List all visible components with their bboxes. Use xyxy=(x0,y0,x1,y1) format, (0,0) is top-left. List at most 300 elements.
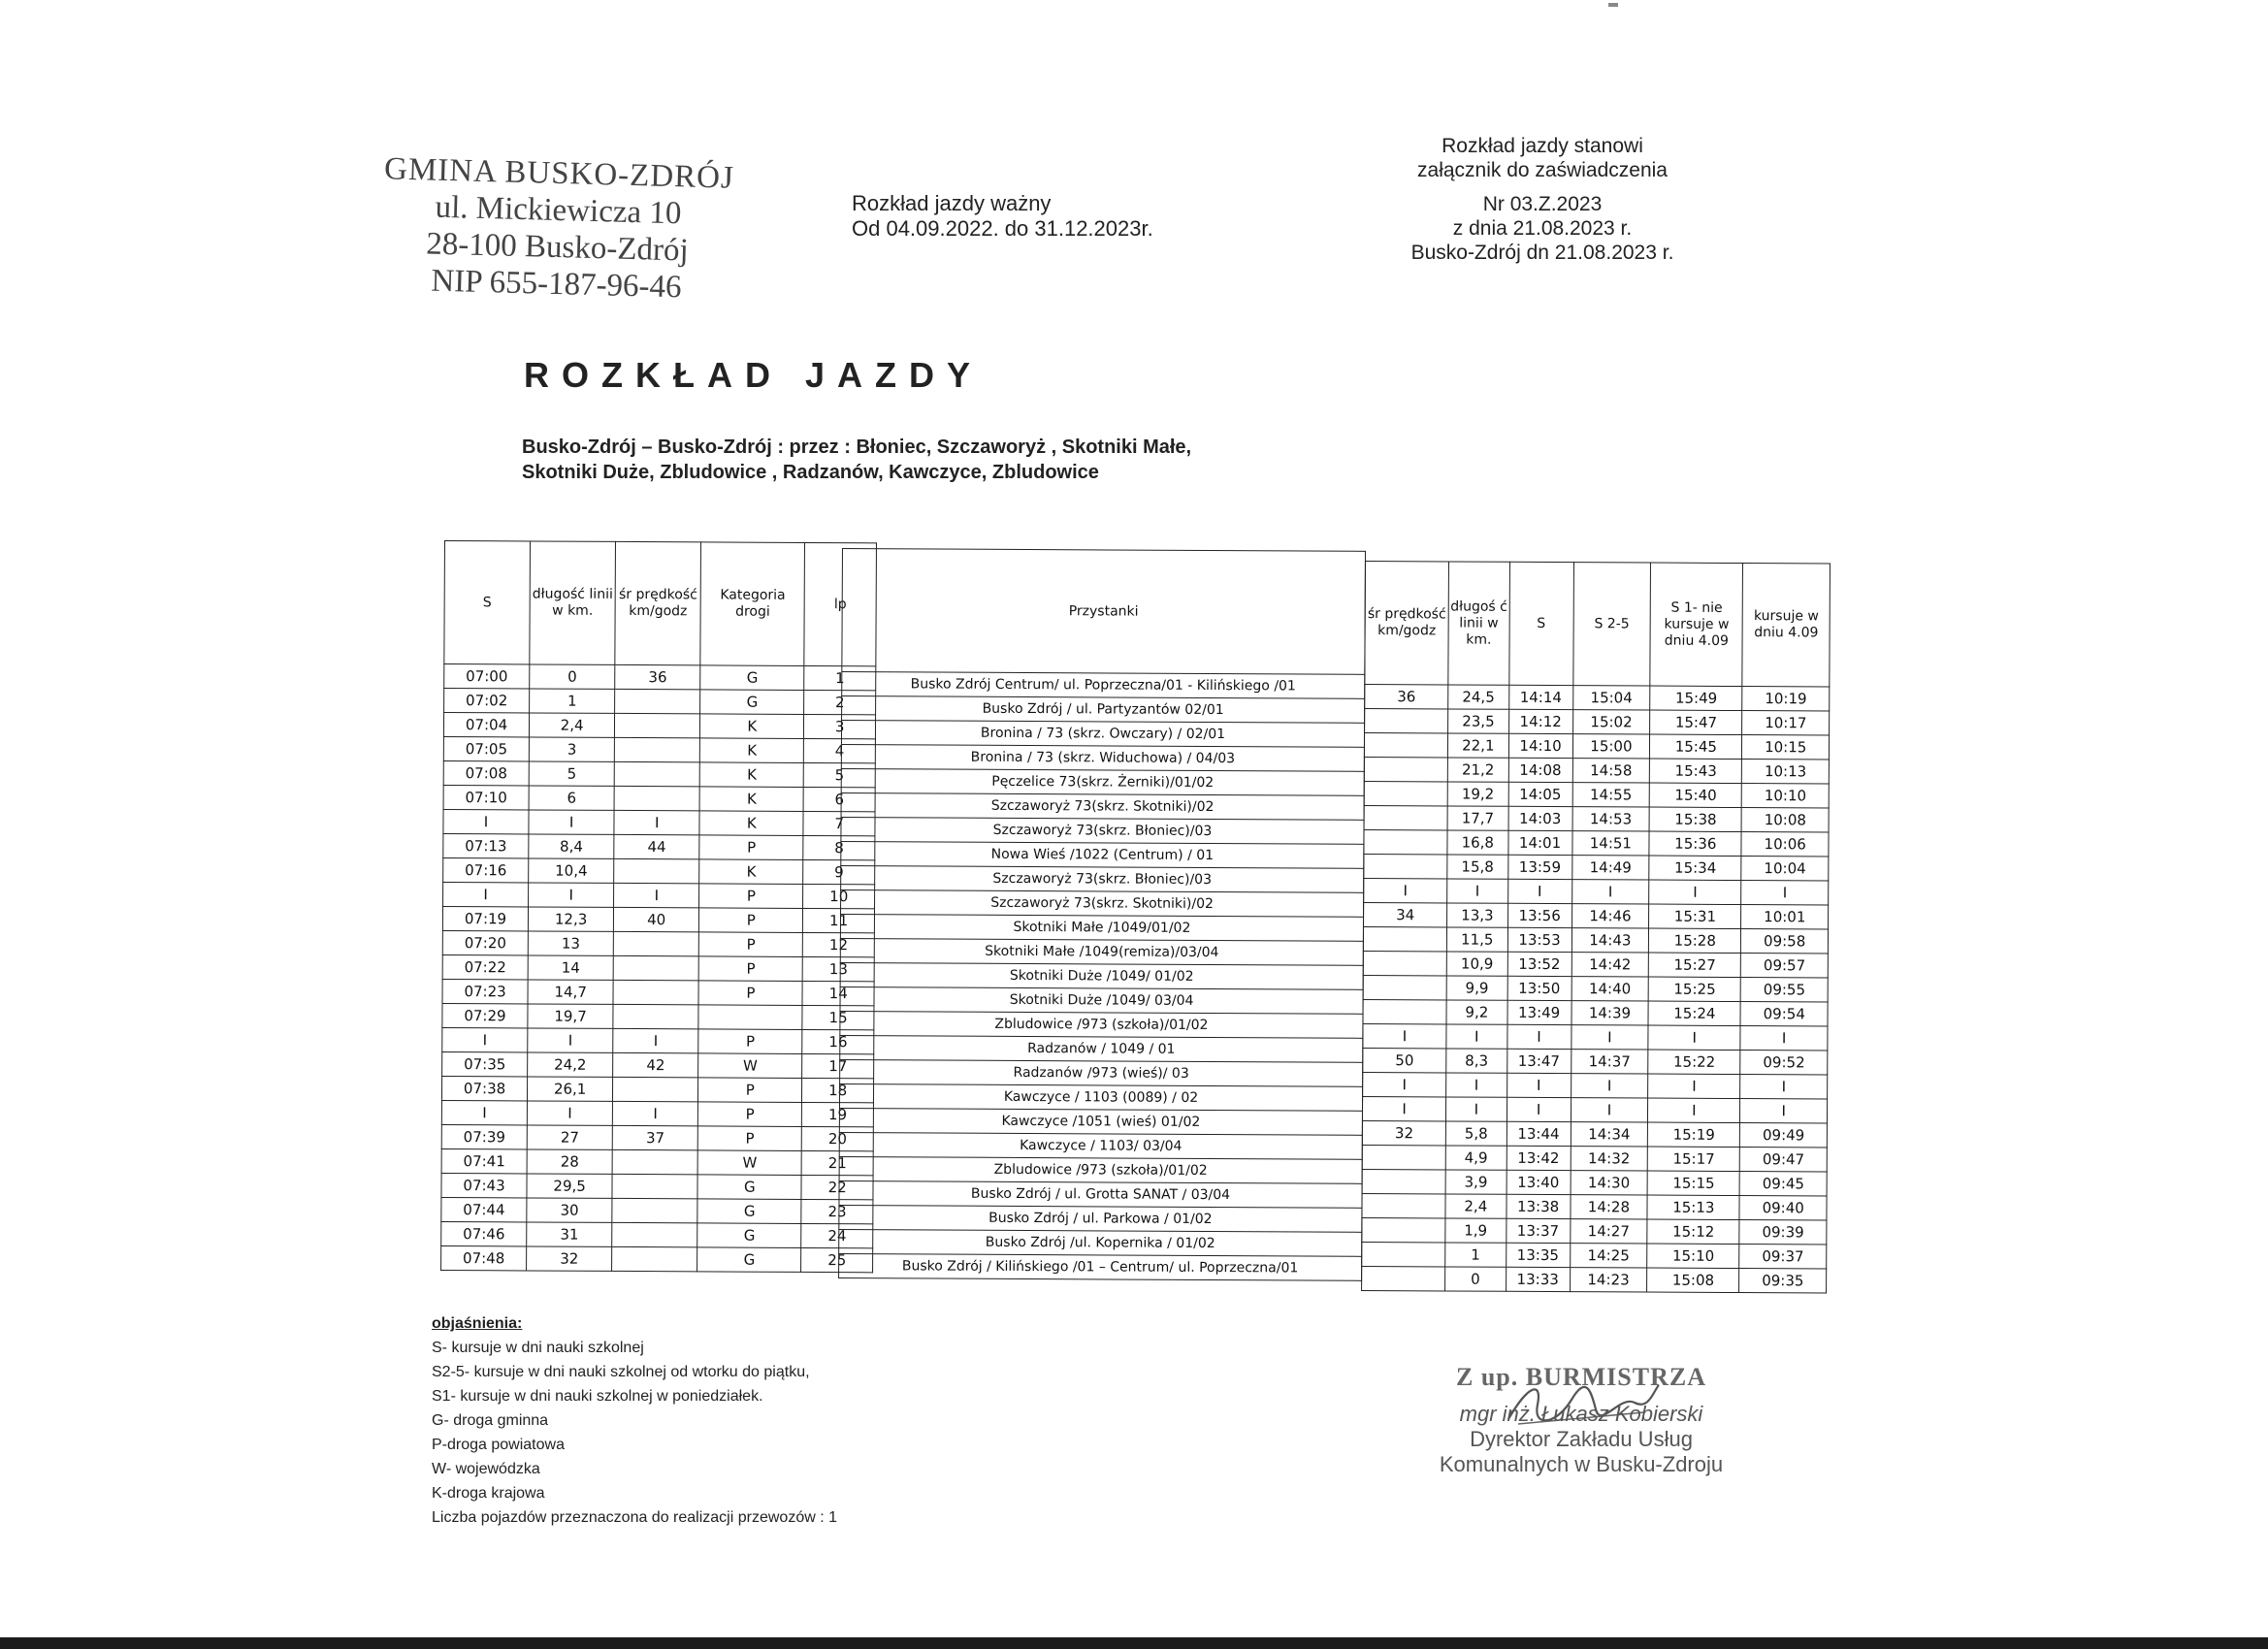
time-cell: 07:35 xyxy=(442,1051,528,1076)
distance-cell: 8,4 xyxy=(529,834,614,858)
speed-cell xyxy=(612,1222,697,1246)
table-row xyxy=(1363,1023,1828,1051)
s-time-cell: 13:56 xyxy=(1507,903,1571,927)
s-time-cell: I xyxy=(1507,1073,1571,1097)
table-row xyxy=(1362,1120,1827,1148)
speed-cell: 50 xyxy=(1363,1048,1446,1072)
stop-number-cell: 9 xyxy=(803,859,875,884)
col-header: S xyxy=(1508,562,1573,685)
explanations xyxy=(432,1311,837,1530)
s1-time-cell: 15:28 xyxy=(1649,928,1741,953)
speed-cell xyxy=(613,1004,698,1028)
stop-name-cell: Szczaworyż 73(skrz. Błoniec)/03 xyxy=(841,865,1364,892)
road-category-cell: P xyxy=(698,1078,802,1103)
s1-time-cell: I xyxy=(1648,1025,1740,1050)
stop-name-cell: Kawczyce /1051 (wieś) 01/02 xyxy=(839,1108,1362,1135)
distance-cell: 3,9 xyxy=(1445,1170,1507,1194)
time-cell: I xyxy=(442,1027,528,1051)
route-description xyxy=(522,435,1259,485)
col-header: śr prędkość km/godz xyxy=(1365,562,1449,685)
stop-name-cell: Skotniki Duże /1049/ 01/02 xyxy=(840,962,1363,989)
speed-cell xyxy=(615,713,700,737)
stop-number-cell: 4 xyxy=(804,738,876,762)
distance-cell: 29,5 xyxy=(527,1174,612,1198)
speed-cell: I xyxy=(1364,878,1447,902)
distance-cell: 21,2 xyxy=(1447,758,1508,782)
col-header: śr prędkość km/godz xyxy=(615,541,701,664)
stop-name-cell: Szczaworyż 73(skrz. Skotniki)/02 xyxy=(841,792,1364,820)
validity-note xyxy=(852,191,1153,242)
s25-time-cell: 14:43 xyxy=(1571,928,1649,953)
s-time-cell: I xyxy=(1507,1024,1571,1049)
speed-cell: 32 xyxy=(1362,1120,1445,1145)
table-row xyxy=(842,696,1365,724)
s-time-cell: 14:08 xyxy=(1508,758,1572,782)
day-0409-time-cell: 10:08 xyxy=(1742,808,1830,832)
stop-name-cell: Kawczyce / 1103 (0089) / 02 xyxy=(839,1083,1362,1111)
road-category-cell: P xyxy=(697,1126,801,1151)
road-category-cell: P xyxy=(699,908,803,933)
distance-cell: 1 xyxy=(1445,1243,1507,1267)
s-time-cell: 13:35 xyxy=(1506,1243,1570,1267)
day-0409-time-cell: 09:58 xyxy=(1741,929,1829,954)
s-time-cell: 13:44 xyxy=(1507,1121,1571,1146)
speed-cell: I xyxy=(614,810,699,834)
speed-cell xyxy=(612,1198,697,1222)
day-0409-time-cell: I xyxy=(1741,881,1829,905)
time-cell: 07:08 xyxy=(443,760,529,785)
distance-cell: 13 xyxy=(528,931,613,955)
day-0409-time-cell: 10:10 xyxy=(1742,784,1830,808)
day-0409-time-cell: 09:49 xyxy=(1740,1123,1828,1148)
distance-cell: 5 xyxy=(529,761,614,786)
time-cell: 07:16 xyxy=(443,857,529,882)
distance-cell: 2,4 xyxy=(1445,1194,1507,1218)
s25-time-cell: 15:02 xyxy=(1572,710,1650,734)
distance-cell: I xyxy=(528,1028,613,1052)
table-row xyxy=(840,986,1363,1014)
table-row xyxy=(1364,902,1829,929)
stop-number-cell: 23 xyxy=(801,1199,873,1223)
distance-cell: 10,9 xyxy=(1446,952,1507,976)
time-cell: 07:48 xyxy=(441,1245,527,1270)
table-row xyxy=(1364,781,1829,808)
stop-name-cell: Radzanów / 1049 / 01 xyxy=(840,1035,1363,1062)
table-row xyxy=(441,1245,873,1272)
explanations-heading: objaśnienia: xyxy=(432,1315,523,1332)
table-row xyxy=(840,938,1363,965)
speed-cell xyxy=(1363,999,1446,1023)
stop-name-cell: Skotniki Duże /1049/ 03/04 xyxy=(840,986,1363,1014)
distance-cell: 10,4 xyxy=(529,858,614,883)
speed-cell xyxy=(1364,781,1447,805)
table-row xyxy=(1363,1048,1828,1075)
s1-time-cell: 15:34 xyxy=(1649,856,1741,880)
table-row xyxy=(840,1011,1363,1038)
road-category-cell: G xyxy=(697,1175,801,1200)
explanation-line: Liczba pojazdów przeznaczona do realizacji przewozów : 1 xyxy=(432,1509,837,1526)
speed-cell xyxy=(612,1149,697,1174)
s-time-cell: 14:01 xyxy=(1507,830,1571,855)
speed-cell xyxy=(1363,951,1446,975)
stop-name-cell: Busko Zdrój /ul. Kopernika / 01/02 xyxy=(839,1229,1362,1256)
table-row xyxy=(1364,829,1829,857)
road-category-cell: P xyxy=(698,1029,802,1054)
s1-time-cell: 15:15 xyxy=(1647,1171,1739,1195)
s-time-cell: 13:53 xyxy=(1507,927,1571,952)
table-row xyxy=(841,721,1364,748)
distance-cell: 23,5 xyxy=(1448,709,1509,733)
distance-cell: 28 xyxy=(527,1149,612,1174)
s25-time-cell: 14:40 xyxy=(1571,977,1649,1001)
explanation-line: S2-5- kursuje w dni nauki szkolnej od wtorku do piątku, xyxy=(432,1364,810,1380)
s1-time-cell: 15:08 xyxy=(1647,1268,1739,1292)
s25-time-cell: 14:55 xyxy=(1572,783,1650,807)
s-time-cell: I xyxy=(1507,879,1571,903)
table-row xyxy=(841,792,1364,820)
s25-time-cell: 14:32 xyxy=(1571,1147,1648,1171)
stop-number-cell: 14 xyxy=(802,981,874,1005)
road-category-cell: K xyxy=(699,859,803,885)
speed-cell: I xyxy=(614,883,699,907)
attachment-line-5: Busko-Zdrój dn 21.08.2023 r. xyxy=(1410,242,1674,264)
road-category-cell: G xyxy=(697,1247,801,1273)
col-header-stops: Przystanki xyxy=(842,549,1366,675)
s-time-cell: 13:42 xyxy=(1507,1146,1571,1170)
road-category-cell: P xyxy=(699,932,803,957)
stamp-line-4: NIP 655-187-96-46 xyxy=(430,263,683,306)
distance-cell: 8,3 xyxy=(1446,1049,1507,1073)
day-0409-time-cell: 09:40 xyxy=(1739,1196,1827,1220)
table-row xyxy=(1363,975,1828,1002)
road-category-cell: K xyxy=(700,714,804,739)
distance-cell: 6 xyxy=(529,786,614,810)
explanation-line: W- wojewódzka xyxy=(432,1461,540,1477)
table-row xyxy=(1363,951,1828,978)
time-cell: 07:23 xyxy=(442,979,528,1003)
speed-cell: I xyxy=(1362,1096,1445,1120)
s1-time-cell: 15:17 xyxy=(1647,1147,1739,1171)
stop-number-cell: 8 xyxy=(803,835,875,859)
table-row xyxy=(1365,685,1830,712)
speed-cell: 37 xyxy=(612,1125,697,1149)
road-category-cell: W xyxy=(697,1150,801,1176)
stop-name-cell: Skotniki Małe /1049(remiza)/03/04 xyxy=(840,938,1363,965)
s1-time-cell: 15:38 xyxy=(1649,807,1741,831)
speed-cell xyxy=(613,980,698,1004)
day-0409-time-cell: 10:01 xyxy=(1741,905,1829,929)
table-row xyxy=(1364,878,1829,905)
day-0409-time-cell: 09:39 xyxy=(1739,1220,1827,1245)
day-0409-time-cell: 09:54 xyxy=(1740,1002,1828,1026)
time-cell: I xyxy=(443,809,529,833)
table-row xyxy=(840,914,1363,941)
s25-time-cell: 15:04 xyxy=(1572,686,1650,710)
speed-cell xyxy=(614,858,699,883)
table-row xyxy=(1363,926,1828,954)
table-row xyxy=(441,1197,873,1223)
table-row xyxy=(839,1083,1362,1111)
table-row xyxy=(1362,1193,1827,1220)
stop-number-cell: 24 xyxy=(801,1223,873,1247)
table-row xyxy=(839,1156,1362,1183)
speed-cell: 40 xyxy=(614,907,699,931)
table-row xyxy=(443,833,875,859)
s25-time-cell: I xyxy=(1571,1025,1648,1050)
signature-line-3: Dyrektor Zakładu Usług xyxy=(1470,1427,1693,1451)
stop-number-cell: 19 xyxy=(802,1102,874,1126)
s25-time-cell: I xyxy=(1571,1098,1648,1122)
speed-cell: 36 xyxy=(615,664,700,689)
document-title: ROZKŁAD JAZDY xyxy=(524,355,983,395)
col-header: Kategoria drogi xyxy=(700,542,805,666)
s25-time-cell: 14:51 xyxy=(1572,831,1650,856)
distance-cell: 3 xyxy=(529,737,614,761)
road-category-cell xyxy=(698,1005,802,1030)
table-row xyxy=(441,1100,873,1126)
s25-time-cell: 14:34 xyxy=(1571,1122,1648,1147)
col-header: długoś ć linii w km. xyxy=(1448,562,1509,685)
signature-block xyxy=(1387,1363,1775,1477)
table-row xyxy=(444,689,876,715)
speed-cell: I xyxy=(613,1101,698,1125)
stop-name-cell: Pęczelice 73(skrz. Żerniki)/01/02 xyxy=(841,768,1364,795)
distance-cell: 14,7 xyxy=(528,980,613,1004)
s1-time-cell: 15:47 xyxy=(1650,710,1742,734)
table-row xyxy=(442,906,874,932)
distance-cell: I xyxy=(527,1101,612,1125)
distance-cell: 31 xyxy=(527,1222,612,1246)
stop-name-cell: Kawczyce / 1103/ 03/04 xyxy=(839,1132,1362,1159)
table-row xyxy=(841,889,1364,917)
col-header: S 1- nie kursuje w dniu 4.09 xyxy=(1650,563,1743,686)
time-cell: 07:00 xyxy=(444,664,530,689)
s-time-cell: 13:50 xyxy=(1507,976,1571,1000)
table-row xyxy=(839,1132,1362,1159)
s1-time-cell: 15:19 xyxy=(1648,1122,1740,1147)
time-cell: 07:46 xyxy=(441,1221,527,1245)
table-row xyxy=(443,736,875,762)
day-0409-time-cell: 10:06 xyxy=(1741,832,1829,857)
s-time-cell: 13:40 xyxy=(1507,1170,1571,1194)
road-category-cell: G xyxy=(700,665,804,691)
s25-time-cell: 15:00 xyxy=(1572,734,1650,759)
s1-time-cell: 15:22 xyxy=(1648,1050,1740,1074)
s-time-cell: 13:59 xyxy=(1507,855,1571,879)
s1-time-cell: 15:45 xyxy=(1650,734,1742,759)
s25-time-cell: 14:27 xyxy=(1570,1219,1647,1244)
speed-cell xyxy=(612,1174,697,1198)
stop-number-cell: 13 xyxy=(802,956,874,981)
speed-cell xyxy=(613,931,698,955)
s25-time-cell: I xyxy=(1571,880,1649,904)
road-category-cell: P xyxy=(698,981,802,1006)
s1-time-cell: 15:43 xyxy=(1650,759,1742,783)
stop-name-cell: Busko Zdrój / ul. Parkowa / 01/02 xyxy=(839,1205,1362,1232)
speed-cell xyxy=(1364,829,1447,854)
distance-cell: 15,8 xyxy=(1447,855,1508,879)
table-row xyxy=(443,882,875,908)
s25-time-cell: 14:42 xyxy=(1571,953,1649,977)
stop-number-cell: 2 xyxy=(804,690,876,714)
speed-cell xyxy=(1362,1169,1445,1193)
speed-cell: 42 xyxy=(613,1052,698,1077)
time-cell: 07:05 xyxy=(443,736,529,760)
day-0409-time-cell: I xyxy=(1740,1026,1828,1051)
attachment-line-4: z dnia 21.08.2023 r. xyxy=(1452,217,1633,240)
distance-cell: 2,4 xyxy=(530,713,615,737)
signature-line-2: mgr inż. Łukasz Kobierski xyxy=(1459,1402,1703,1426)
table-row xyxy=(839,1253,1362,1280)
stop-number-cell: 3 xyxy=(804,714,876,738)
validity-line-2: Od 04.09.2022. do 31.12.2023r. xyxy=(852,216,1153,241)
explanation-line: P-droga powiatowa xyxy=(432,1437,565,1453)
day-0409-time-cell: I xyxy=(1740,1075,1828,1099)
speed-cell xyxy=(1362,1242,1445,1266)
day-0409-time-cell: 10:15 xyxy=(1742,735,1830,760)
table-row xyxy=(841,768,1364,795)
s-time-cell: 14:03 xyxy=(1508,806,1572,830)
speed-cell xyxy=(614,786,699,810)
table-row xyxy=(1362,1145,1827,1172)
col-header: lp xyxy=(804,542,876,665)
speed-cell xyxy=(1364,733,1447,758)
distance-cell: I xyxy=(1446,1097,1507,1121)
col-header: kursuje w dniu 4.09 xyxy=(1742,564,1830,687)
day-0409-time-cell: I xyxy=(1740,1099,1828,1123)
day-0409-time-cell: 10:17 xyxy=(1742,711,1830,735)
distance-cell: I xyxy=(529,810,614,834)
speed-cell xyxy=(1362,1193,1445,1217)
road-category-cell: G xyxy=(697,1223,801,1248)
distance-cell: 24,5 xyxy=(1448,685,1509,709)
distance-cell: 0 xyxy=(530,664,615,689)
distance-cell: 27 xyxy=(527,1125,612,1149)
s-time-cell: 13:38 xyxy=(1506,1194,1570,1218)
time-cell: 07:04 xyxy=(443,713,529,737)
day-0409-time-cell: 10:13 xyxy=(1742,760,1830,784)
time-cell: 07:02 xyxy=(444,689,530,713)
stop-number-cell: 16 xyxy=(802,1029,874,1053)
distance-cell: 1,9 xyxy=(1445,1218,1507,1243)
table-row xyxy=(1365,709,1830,736)
time-cell: 07:38 xyxy=(441,1076,527,1100)
time-cell: I xyxy=(441,1100,527,1124)
time-cell: I xyxy=(443,882,529,906)
stop-name-cell: Zbludowice /973 (szkoła)/01/02 xyxy=(839,1156,1362,1183)
s1-time-cell: 15:24 xyxy=(1648,1001,1740,1025)
s1-time-cell: 15:31 xyxy=(1649,904,1741,928)
time-cell: 07:39 xyxy=(441,1124,527,1148)
table-row xyxy=(1363,1072,1828,1099)
table-row xyxy=(442,930,874,956)
speed-cell xyxy=(615,689,700,713)
attachment-line-2: załącznik do zaświadczenia xyxy=(1417,159,1668,181)
stop-number-cell: 11 xyxy=(803,908,875,932)
road-category-cell: K xyxy=(699,811,803,836)
explanation-line: G- droga gminna xyxy=(432,1412,549,1429)
s-time-cell: I xyxy=(1507,1097,1571,1121)
signature-line-4: Komunalnych w Busku-Zdroju xyxy=(1439,1452,1724,1476)
stop-name-cell: Radzanów /973 (wieś)/ 03 xyxy=(840,1059,1363,1086)
distance-cell: 5,8 xyxy=(1445,1121,1507,1146)
distance-cell: 32 xyxy=(527,1246,612,1271)
time-cell: 07:13 xyxy=(443,833,529,857)
route-line-2: Skotniki Duże, Zbludowice , Radzanów, Kawczyce, Zbludowice xyxy=(522,462,1099,483)
table-row xyxy=(442,1051,874,1078)
s1-time-cell: I xyxy=(1648,1074,1740,1098)
table-row xyxy=(1364,733,1829,760)
table-row xyxy=(442,954,874,981)
table-row xyxy=(444,664,876,691)
speed-cell: I xyxy=(613,1028,698,1052)
s-time-cell: 13:33 xyxy=(1506,1267,1570,1291)
road-category-cell: G xyxy=(700,690,804,715)
distance-cell: I xyxy=(1446,1073,1507,1097)
speed-cell: I xyxy=(1363,1023,1446,1048)
distance-cell: 0 xyxy=(1445,1267,1507,1291)
col-header: S xyxy=(444,541,531,664)
distance-cell: 30 xyxy=(527,1198,612,1222)
distance-cell: 16,8 xyxy=(1447,830,1508,855)
speed-cell xyxy=(612,1246,697,1271)
time-cell: 07:10 xyxy=(443,785,529,809)
table-row xyxy=(443,809,875,835)
table-row xyxy=(841,841,1364,868)
table-row xyxy=(840,962,1363,989)
table-row xyxy=(839,1229,1362,1256)
table-row xyxy=(442,1003,874,1029)
s25-time-cell: 14:46 xyxy=(1571,904,1649,928)
speed-cell xyxy=(1362,1145,1445,1169)
timetable-left xyxy=(440,540,877,1273)
table-row xyxy=(443,857,875,884)
s25-time-cell: 14:30 xyxy=(1571,1171,1648,1195)
distance-cell: 4,9 xyxy=(1445,1146,1507,1170)
table-row xyxy=(839,1205,1362,1232)
distance-cell: 19,7 xyxy=(528,1004,613,1028)
table-row xyxy=(1362,1266,1827,1293)
stop-number-cell: 1 xyxy=(804,665,876,690)
stop-number-cell: 20 xyxy=(802,1126,874,1150)
stop-number-cell: 22 xyxy=(801,1175,873,1199)
s1-time-cell: I xyxy=(1648,1098,1740,1122)
table-row xyxy=(1362,1242,1827,1269)
stop-name-cell: Busko Zdrój Centrum/ ul. Poprzeczna/01 - Kilińskiego /01 xyxy=(842,672,1365,699)
stop-name-cell: Busko Zdrój / Kilińskiego /01 – Centrum/ ul. Poprzeczna/01 xyxy=(839,1253,1362,1280)
stop-name-cell: Szczaworyż 73(skrz. Skotniki)/02 xyxy=(841,889,1364,917)
explanation-line: S- kursuje w dni nauki szkolnej xyxy=(432,1340,644,1356)
timetable-right xyxy=(1361,561,1831,1294)
distance-cell: 14 xyxy=(528,955,613,980)
s25-time-cell: 14:53 xyxy=(1572,807,1650,831)
stamp-line-2: ul. Mickiewicza 10 xyxy=(435,189,682,232)
speed-cell xyxy=(1363,926,1446,951)
signature-line-1: Z up. BURMISTRZA xyxy=(1455,1363,1706,1391)
speed-cell xyxy=(614,761,699,786)
distance-cell: 12,3 xyxy=(528,907,613,931)
speed-cell: 36 xyxy=(1365,685,1448,709)
speed-cell xyxy=(613,1077,698,1101)
s1-time-cell: 15:36 xyxy=(1649,831,1741,856)
table-row xyxy=(1363,999,1828,1026)
day-0409-time-cell: 09:52 xyxy=(1740,1051,1828,1075)
speed-cell xyxy=(613,955,698,980)
time-cell: 07:20 xyxy=(442,930,528,954)
stop-name-cell: Bronina / 73 (skrz. Widuchowa) / 04/03 xyxy=(841,744,1364,771)
validity-line-1: Rozkład jazdy ważny xyxy=(852,191,1052,215)
table-row xyxy=(841,817,1364,844)
